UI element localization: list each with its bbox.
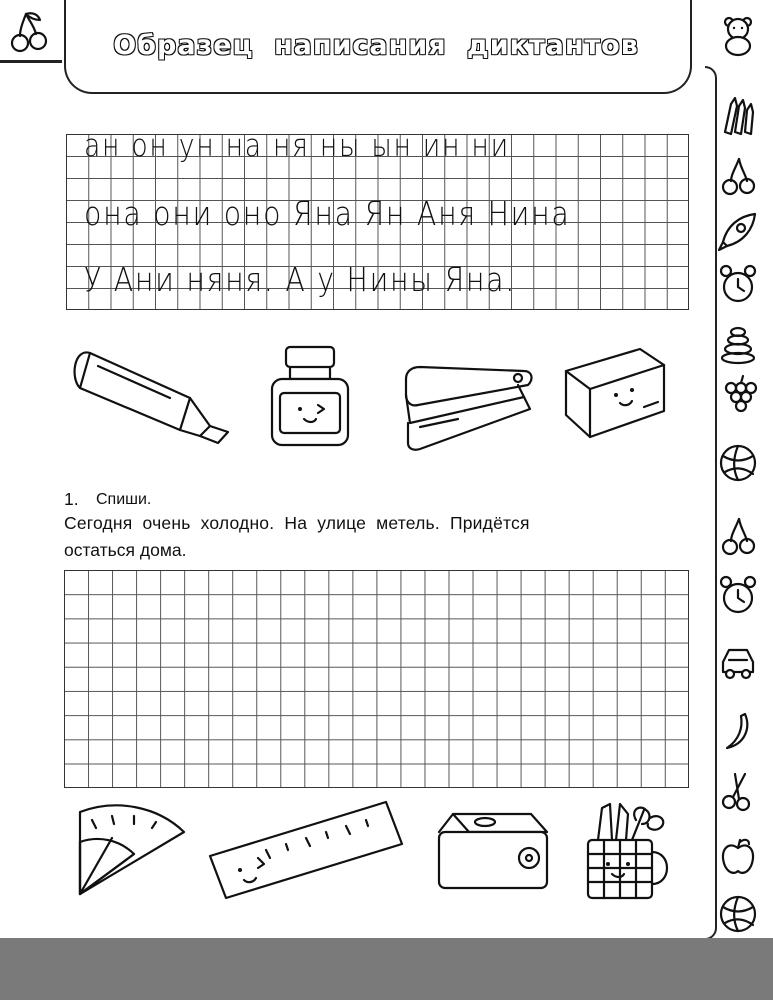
- sample-line-2: она они оно Яна Ян Аня Нина: [84, 194, 571, 233]
- ruler-icon: [206, 800, 406, 900]
- footer-band: [0, 938, 773, 1000]
- eraser-icon: [560, 345, 670, 450]
- task-number: 1.: [64, 489, 79, 509]
- stapler-icon: [398, 365, 538, 453]
- cherries-icon: [717, 515, 759, 557]
- apple-icon: [717, 836, 759, 878]
- pyramid-toy-icon: [717, 322, 759, 364]
- protractor-icon: [72, 802, 192, 902]
- alarm-clock-icon: [717, 574, 759, 616]
- banana-icon: [717, 710, 759, 752]
- page-title: Образец написания диктантов: [113, 30, 639, 61]
- grapes-icon: [717, 374, 759, 416]
- car-icon: [717, 642, 759, 684]
- sample-line-1: ан он ун на ня ны ын ин ни: [84, 128, 510, 164]
- crayons-icon: [717, 94, 759, 136]
- sidebar-frame: [705, 66, 717, 940]
- task-text-line-1: Сегодня очень холодно. На улице метель. Придётся: [64, 513, 530, 533]
- ball-icon: [717, 893, 759, 935]
- corner-underline: [0, 60, 62, 63]
- scissors-icon: [717, 770, 759, 812]
- task-text-line-2: остаться дома.: [64, 540, 187, 560]
- writing-grid[interactable]: [64, 570, 689, 788]
- cherries-icon: [717, 155, 759, 197]
- ink-bottle-icon: [268, 345, 353, 450]
- pencil-cup-icon: [580, 800, 675, 902]
- alarm-clock-icon: [717, 263, 759, 305]
- rocket-icon: [717, 210, 759, 252]
- cherries-icon: [8, 10, 56, 58]
- sharpener-icon: [435, 808, 555, 893]
- task-instruction: Спиши.: [96, 491, 152, 508]
- teddy-bear-icon: [717, 14, 759, 56]
- sample-line-3: У Ани няня. А у Нины Яна.: [84, 260, 517, 299]
- ball-icon: [717, 442, 759, 484]
- marker-icon: [70, 348, 235, 448]
